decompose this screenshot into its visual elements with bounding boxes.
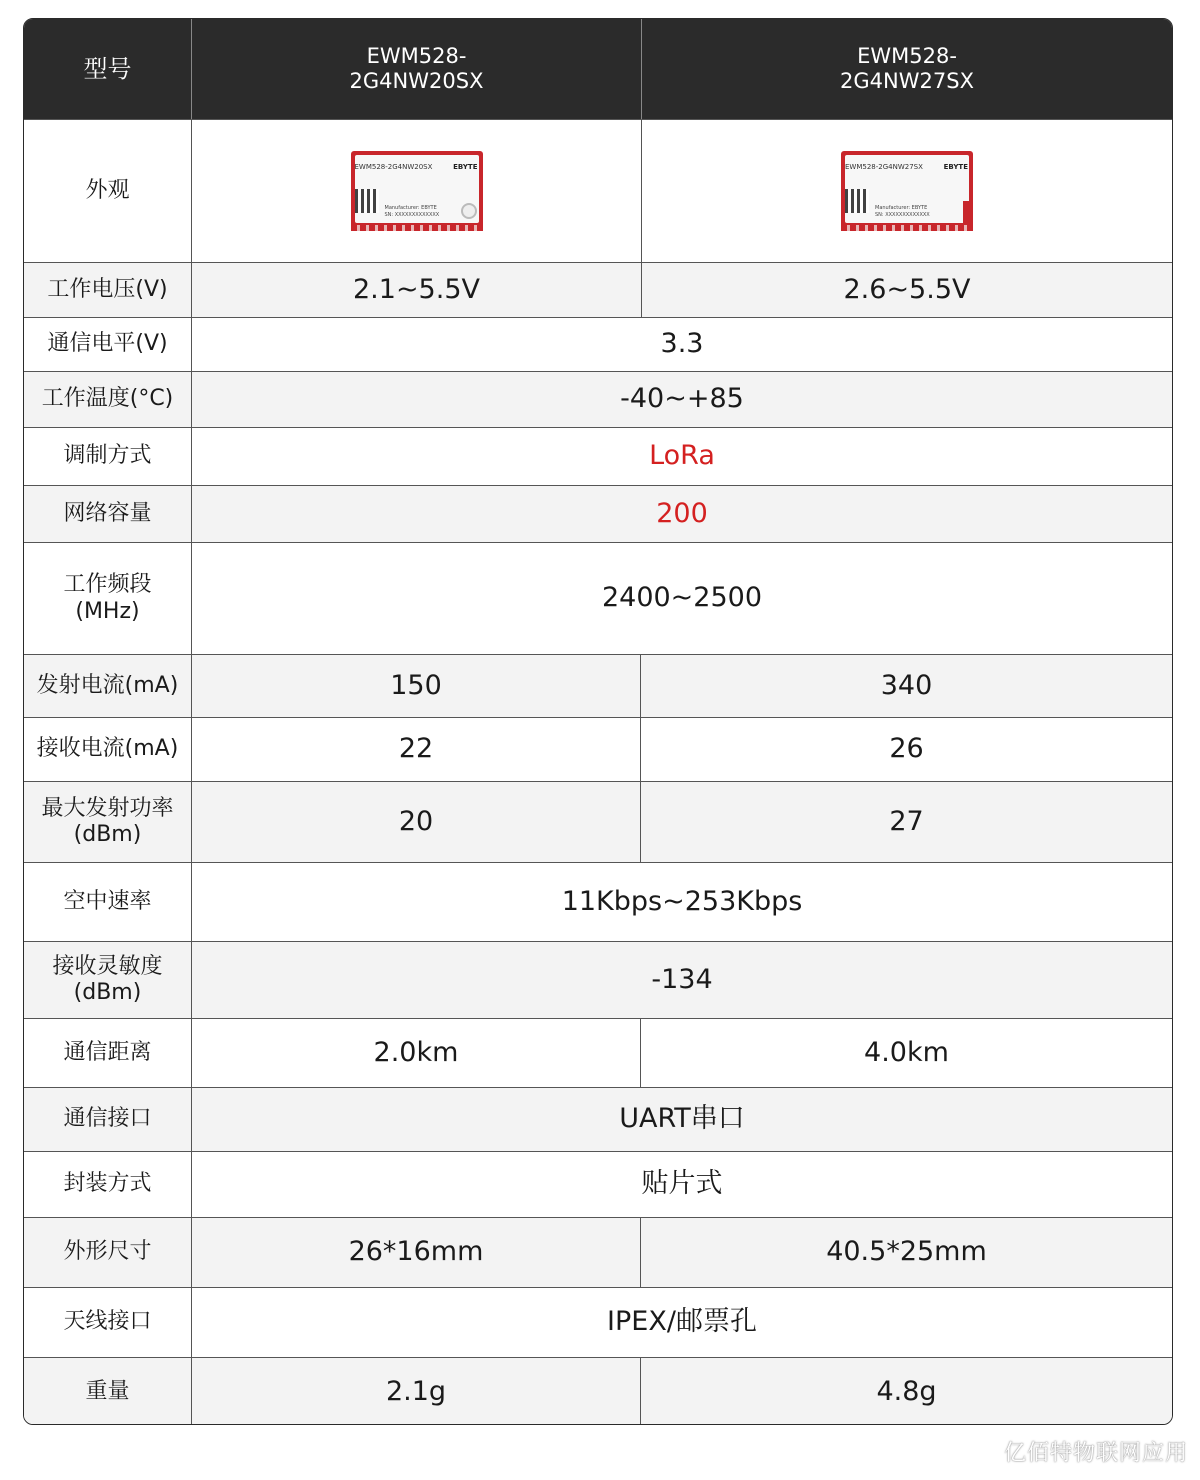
module-2-sn: SN: XXXXXXXXXXXXX (875, 212, 930, 218)
rx-current-model-1: 22 (192, 718, 641, 781)
air-rate-label: 空中速率 (24, 863, 192, 941)
sensitivity-label: 接收灵敏度 (dBm) (24, 942, 192, 1018)
antenna-row (24, 1287, 1172, 1357)
air-rate-row (24, 862, 1172, 941)
frequency-row (24, 542, 1172, 654)
voltage-label: 工作电压(V) (24, 263, 192, 317)
antenna-label: 天线接口 (24, 1288, 192, 1357)
distance-model-2: 4.0km (864, 1036, 949, 1068)
frequency-label: 工作频段 (MHz) (24, 543, 192, 654)
model-1-name: EWM528- 2G4NW20SX (192, 19, 642, 119)
module-2-chip (841, 151, 973, 231)
weight-model-2: 4.8g (876, 1375, 937, 1407)
tx-current-row (24, 654, 1172, 717)
rx-current-model-2: 26 (889, 733, 924, 765)
comm-level-value: 3.3 (660, 328, 704, 360)
dimensions-row (24, 1217, 1172, 1287)
qr-code-icon (355, 189, 379, 213)
max-power-row (24, 781, 1172, 862)
tx-current-model-2: 340 (880, 669, 933, 701)
sensitivity-row (24, 941, 1172, 1018)
distance-label: 通信距离 (24, 1019, 192, 1087)
package-row (24, 1151, 1172, 1217)
package-label: 封装方式 (24, 1152, 192, 1217)
air-rate-value: 11Kbps~253Kbps (561, 885, 803, 917)
voltage-model-1: 2.1~5.5V (192, 263, 642, 317)
temperature-value: -40~+85 (620, 383, 744, 415)
antenna-connector-icon (461, 203, 477, 219)
interface-row (24, 1087, 1172, 1151)
model-2-name: EWM528- 2G4NW27SX (840, 43, 974, 93)
modulation-label: 调制方式 (24, 428, 192, 485)
header-label: 型号 (24, 19, 192, 119)
module-2-brand: EBYTE (943, 163, 968, 171)
capacity-label: 网络容量 (24, 486, 192, 542)
module-1-chip-label: EWM528-2G4NW20SX (354, 163, 433, 171)
module-1-manufacturer: Manufacturer: EBYTE (384, 205, 437, 211)
package-value: 贴片式 (641, 1168, 723, 1200)
appearance-label: 外观 (24, 120, 192, 262)
module-2-chip-label: EWM528-2G4NW27SX (845, 163, 923, 171)
module-2-manufacturer: Manufacturer: EBYTE (875, 205, 928, 211)
temperature-label: 工作温度(°C) (24, 372, 192, 427)
capacity-value: 200 (656, 497, 708, 529)
frequency-value: 2400~2500 (601, 582, 763, 614)
antenna-connector-icon (963, 201, 973, 223)
watermark: 亿佰特物联网应用 (1003, 1441, 1188, 1466)
sensitivity-value: -134 (651, 963, 713, 995)
tx-current-model-1: 150 (192, 655, 641, 717)
module-1-chip (351, 151, 483, 231)
comm-level-label: 通信电平(V) (24, 318, 192, 371)
weight-row (24, 1357, 1172, 1425)
distance-row (24, 1018, 1172, 1087)
interface-value: UART串口 (619, 1103, 745, 1135)
comm-level-row (24, 317, 1172, 371)
antenna-value: IPEX/邮票孔 (607, 1306, 757, 1338)
weight-model-1: 2.1g (192, 1358, 641, 1425)
voltage-model-2: 2.6~5.5V (843, 273, 971, 305)
max-power-model-2: 27 (889, 805, 924, 837)
rx-current-row (24, 717, 1172, 781)
distance-model-1: 2.0km (192, 1019, 641, 1087)
module-2-image (642, 120, 1172, 262)
max-power-model-1: 20 (192, 782, 641, 862)
header-row (24, 19, 1172, 119)
dimensions-label: 外形尺寸 (24, 1218, 192, 1287)
modulation-row (24, 427, 1172, 485)
max-power-label: 最大发射功率 (dBm) (24, 782, 192, 862)
module-1-sn: SN: XXXXXXXXXXXXX (384, 212, 440, 218)
temperature-row (24, 371, 1172, 427)
qr-code-icon (845, 189, 869, 213)
modulation-value: LoRa (649, 440, 715, 472)
voltage-row (24, 262, 1172, 317)
module-1-image (192, 120, 642, 262)
interface-label: 通信接口 (24, 1088, 192, 1151)
capacity-row (24, 485, 1172, 542)
spec-table (23, 18, 1173, 1425)
dimensions-model-1: 26*16mm (192, 1218, 641, 1287)
module-1-brand: EBYTE (453, 163, 478, 171)
weight-label: 重量 (24, 1358, 192, 1425)
appearance-row (24, 119, 1172, 262)
dimensions-model-2: 40.5*25mm (826, 1236, 987, 1268)
tx-current-label: 发射电流(mA) (24, 655, 192, 717)
rx-current-label: 接收电流(mA) (24, 718, 192, 781)
